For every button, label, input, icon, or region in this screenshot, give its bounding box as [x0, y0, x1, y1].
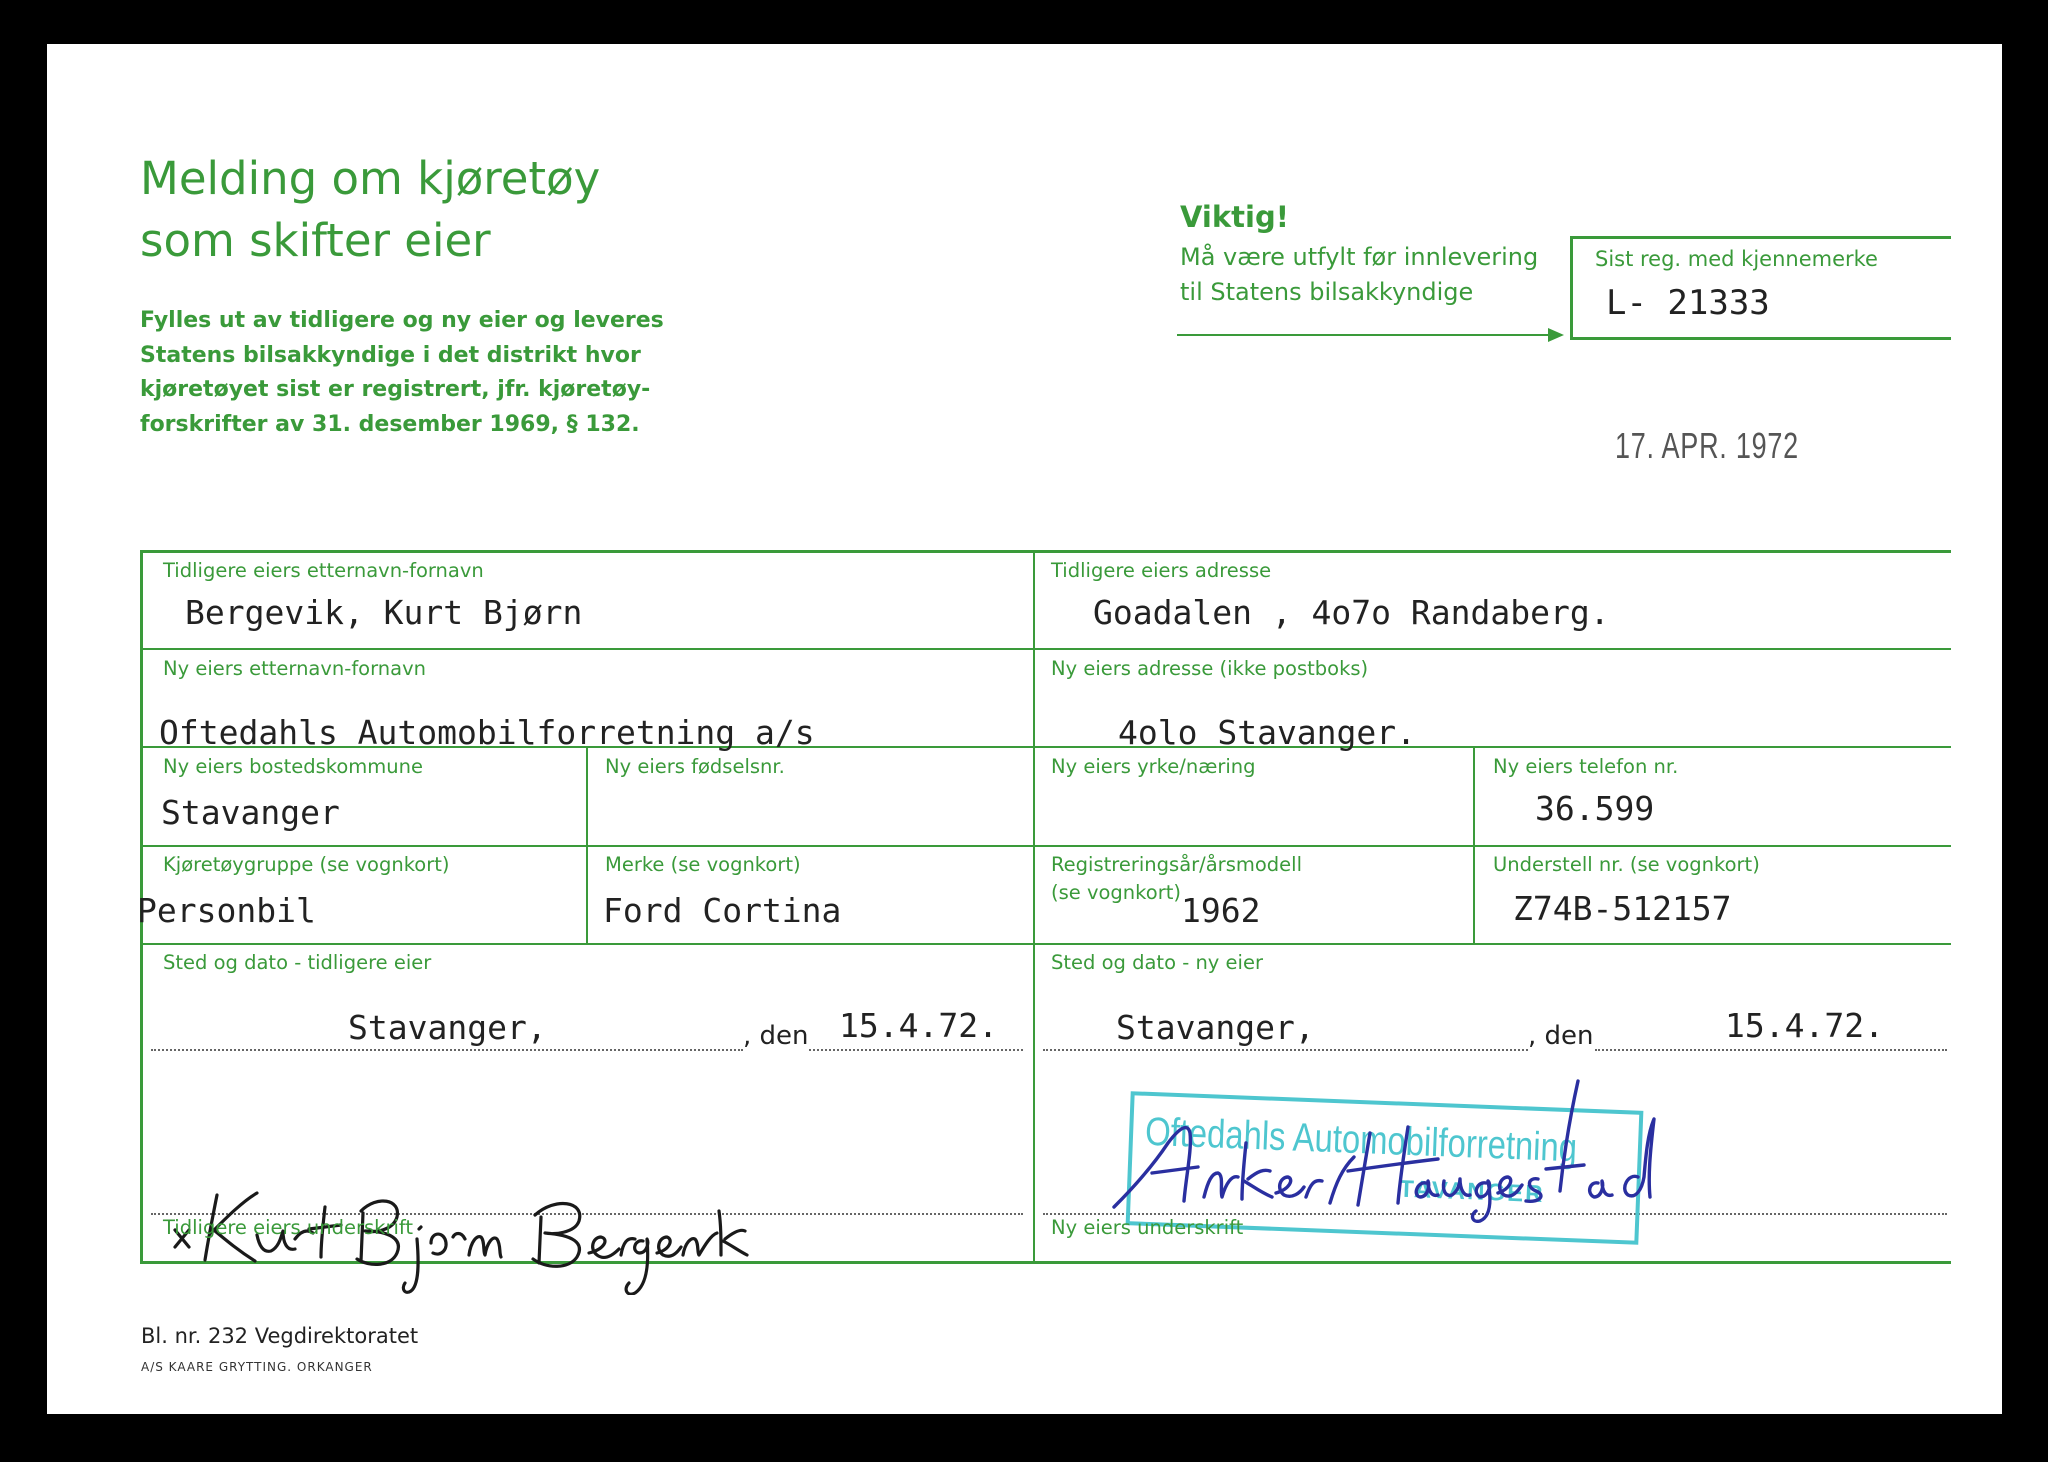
prev-date-dotted-line — [809, 1049, 1023, 1051]
new-place-dotted-line — [1043, 1049, 1528, 1051]
arrow-right-icon — [1548, 328, 1564, 342]
column-divider — [586, 746, 588, 943]
make-label: Merke (se vognkort) — [605, 853, 801, 876]
form-title — [140, 148, 600, 272]
printer-imprint: A/S KAARE GRYTTING. ORKANGER — [141, 1360, 373, 1374]
notice-text — [1180, 240, 1538, 310]
column-divider — [1473, 746, 1475, 943]
prev-signature-label: Tidligere eiers underskrift — [163, 1216, 414, 1239]
notice-heading: Viktig! — [1180, 200, 1289, 234]
registration-box — [1570, 236, 1951, 340]
form-title-line2: som skifter eier — [140, 214, 491, 267]
row-divider — [143, 943, 1951, 945]
vehicle-group-field[interactable]: Personbil — [137, 891, 316, 930]
stamp-city: TAVANGER — [1398, 1175, 1545, 1209]
prev-place-date-label: Sted og dato - tidligere eier — [163, 951, 432, 974]
form-instructions — [140, 304, 780, 442]
new-owner-signature[interactable] — [1108, 1073, 1668, 1223]
new-date-dotted-line — [1595, 1049, 1947, 1051]
received-date-stamp: 17. APR. 1972 — [1615, 425, 1799, 466]
phone-label: Ny eiers telefon nr. — [1493, 755, 1679, 778]
prev-owner-address-field[interactable]: Goadalen , 4o7o Randaberg. — [1093, 593, 1610, 632]
new-owner-name-field[interactable]: Oftedahls Automobilforretning a/s — [159, 713, 815, 752]
reg-year-label: Registreringsår/årsmodell — [1051, 853, 1302, 876]
vehicle-group-label: Kjøretøygruppe (se vognkort) — [163, 853, 450, 876]
prev-owner-name-field[interactable]: Bergevik, Kurt Bjørn — [185, 593, 583, 632]
new-owner-name-label: Ny eiers etternavn-fornavn — [163, 657, 426, 680]
prev-den-word: , den — [743, 1021, 809, 1051]
instruction-line: Statens bilsakkyndige i det distrikt hvor — [140, 342, 641, 368]
stamp-company-name: Oftedahls Automobilforretning — [1144, 1109, 1578, 1171]
phone-field[interactable]: 36.599 — [1535, 789, 1655, 828]
registration-number: L- 21333 — [1606, 283, 1770, 323]
prev-owner-address-label: Tidligere eiers adresse — [1051, 559, 1272, 582]
prev-place-field[interactable]: Stavanger, — [348, 1008, 547, 1047]
reg-year-label-note: (se vognkort) — [1051, 881, 1181, 904]
notice-arrow-line — [1177, 334, 1552, 336]
make-field[interactable]: Ford Cortina — [603, 891, 842, 930]
new-den-word: , den — [1528, 1021, 1594, 1051]
form-title-line1: Melding om kjøretøy — [140, 152, 601, 205]
municipality-field[interactable]: Stavanger — [161, 793, 340, 832]
row-divider — [143, 648, 1951, 650]
notice-line: Må være utfylt før innlevering — [1180, 243, 1539, 271]
new-signature-label: Ny eiers underskrift — [1051, 1216, 1244, 1239]
occupation-label: Ny eiers yrke/næring — [1051, 755, 1256, 778]
form-number: Bl. nr. 232 Vegdirektoratet — [141, 1324, 419, 1348]
prev-place-dotted-line — [151, 1049, 743, 1051]
instruction-line: Fylles ut av tidligere og ny eier og leveres — [140, 308, 664, 333]
birth-no-label: Ny eiers fødselsnr. — [605, 755, 785, 778]
notice-line: til Statens bilsakkyndige — [1180, 278, 1474, 306]
instruction-line: kjøretøyet sist er registrert, jfr. kjøretøy- — [140, 377, 651, 402]
new-owner-address-label: Ny eiers adresse (ikke postboks) — [1051, 657, 1369, 680]
chassis-field[interactable]: Z74B-512157 — [1513, 889, 1732, 928]
reg-year-field[interactable]: 1962 — [1181, 891, 1261, 930]
new-owner-address-field[interactable]: 4olo Stavanger. — [1118, 713, 1417, 752]
chassis-label: Understell nr. (se vognkort) — [1493, 853, 1760, 876]
prev-owner-name-label: Tidligere eiers etternavn-fornavn — [163, 559, 484, 582]
new-date-field[interactable]: 15.4.72. — [1725, 1006, 1884, 1045]
new-place-field[interactable]: Stavanger, — [1116, 1008, 1315, 1047]
ownership-form — [137, 550, 1951, 1264]
municipality-label: Ny eiers bostedskommune — [163, 755, 423, 778]
prev-owner-signature[interactable] — [165, 1135, 815, 1295]
instruction-line: forskrifter av 31. desember 1969, § 132. — [140, 411, 640, 437]
row-divider — [143, 845, 1951, 847]
new-place-date-label: Sted og dato - ny eier — [1051, 951, 1263, 974]
column-divider — [1033, 553, 1035, 1261]
prev-date-field[interactable]: 15.4.72. — [839, 1006, 998, 1045]
registration-label: Sist reg. med kjennemerke — [1595, 247, 1878, 271]
